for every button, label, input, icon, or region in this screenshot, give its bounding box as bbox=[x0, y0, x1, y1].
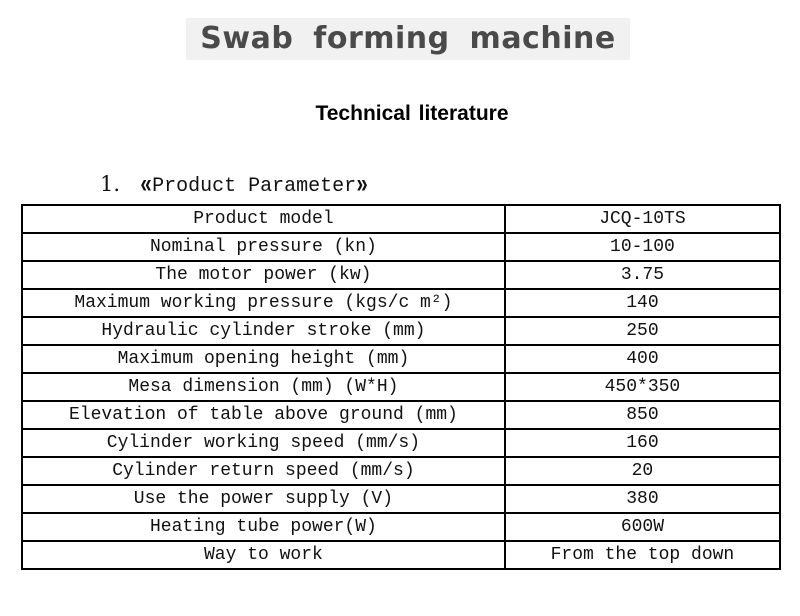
title-row bbox=[0, 18, 800, 60]
param-value-cell: 3.75 bbox=[505, 261, 780, 289]
param-label-cell: Use the power supply (V) bbox=[22, 485, 505, 513]
param-value-cell: 140 bbox=[505, 289, 780, 317]
open-bracket: « bbox=[140, 170, 153, 203]
param-label-cell: Nominal pressure (kn) bbox=[22, 233, 505, 261]
table-row bbox=[22, 317, 780, 345]
param-value-cell: 850 bbox=[505, 401, 780, 429]
table-row bbox=[22, 289, 780, 317]
table-row bbox=[22, 261, 780, 289]
table-row bbox=[22, 513, 780, 541]
table-row bbox=[22, 345, 780, 373]
param-value-cell: 10-100 bbox=[505, 233, 780, 261]
table-row bbox=[22, 233, 780, 261]
subtitle-row bbox=[0, 102, 800, 126]
param-value-cell: From the top down bbox=[505, 541, 780, 569]
section-title: Product Parameter bbox=[152, 175, 357, 198]
param-label-cell: Mesa dimension (mm) (W*H) bbox=[22, 373, 505, 401]
table-row bbox=[22, 373, 780, 401]
param-value-cell: 600W bbox=[505, 513, 780, 541]
param-value-cell: 450*350 bbox=[505, 373, 780, 401]
section-heading bbox=[100, 170, 800, 203]
param-label-cell: Maximum opening height (mm) bbox=[22, 345, 505, 373]
param-value-cell: 400 bbox=[505, 345, 780, 373]
table-body bbox=[22, 205, 780, 569]
table-row bbox=[22, 429, 780, 457]
table-row bbox=[22, 205, 780, 233]
section-number: 1. bbox=[100, 172, 121, 196]
param-label-cell: Cylinder working speed (mm/s) bbox=[22, 429, 505, 457]
param-label-cell: Product model bbox=[22, 205, 505, 233]
param-label-cell: Maximum working pressure (kgs/c m²) bbox=[22, 289, 505, 317]
param-label-cell: Cylinder return speed (mm/s) bbox=[22, 457, 505, 485]
product-parameter-table bbox=[21, 204, 781, 570]
param-value-cell: 160 bbox=[505, 429, 780, 457]
param-label-cell: The motor power (kw) bbox=[22, 261, 505, 289]
close-bracket: » bbox=[356, 170, 369, 203]
param-label-cell: Heating tube power(W) bbox=[22, 513, 505, 541]
param-label-cell: Elevation of table above ground (mm) bbox=[22, 401, 505, 429]
table-row bbox=[22, 401, 780, 429]
page-subtitle: Technical literature bbox=[315, 102, 509, 125]
table-row bbox=[22, 541, 780, 569]
param-value-cell: 20 bbox=[505, 457, 780, 485]
param-value-cell: JCQ-10TS bbox=[505, 205, 780, 233]
param-value-cell: 250 bbox=[505, 317, 780, 345]
table-row bbox=[22, 457, 780, 485]
table-row bbox=[22, 485, 780, 513]
param-label-cell: Hydraulic cylinder stroke (mm) bbox=[22, 317, 505, 345]
param-value-cell: 380 bbox=[505, 485, 780, 513]
page-title: Swab forming machine bbox=[186, 18, 629, 60]
param-label-cell: Way to work bbox=[22, 541, 505, 569]
document-page bbox=[0, 18, 800, 616]
